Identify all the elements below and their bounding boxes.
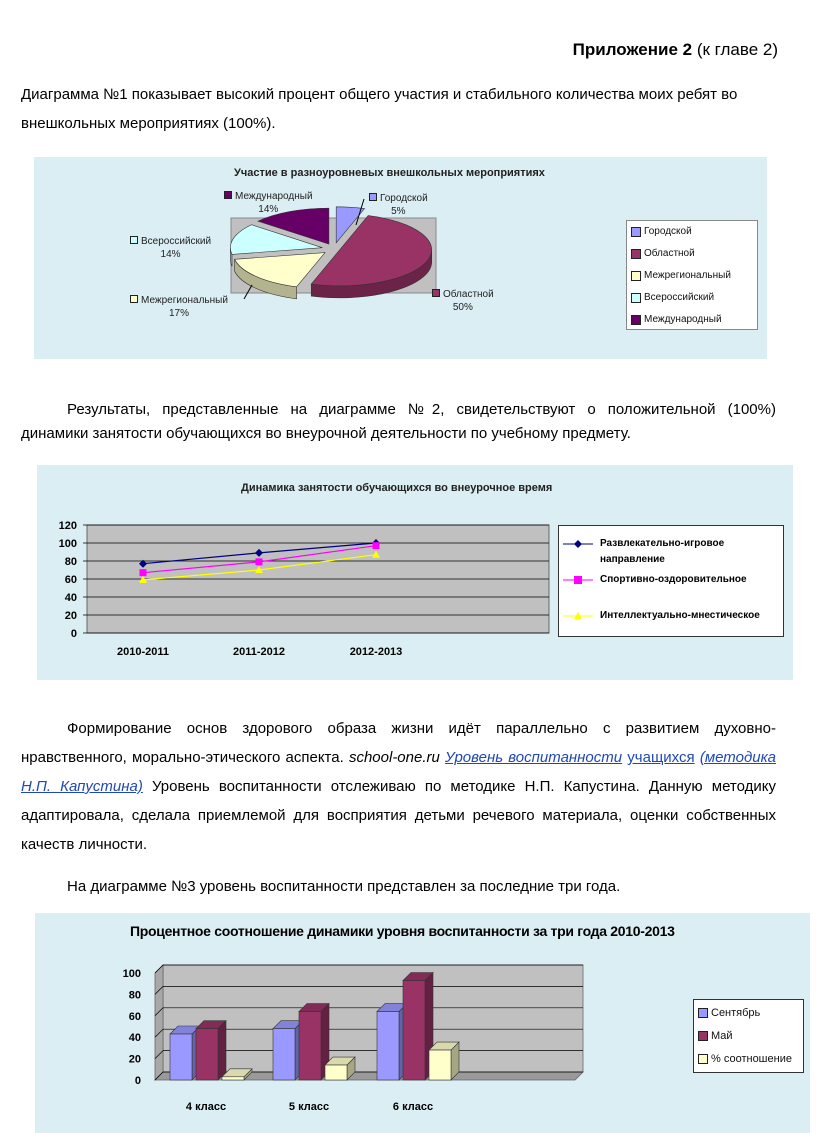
bar-side [218, 1021, 226, 1080]
appendix-title: Приложение 2 [572, 40, 693, 59]
chart-2-panel [37, 465, 793, 680]
y-tick-label: 80 [128, 989, 141, 1002]
y-tick-label: 80 [64, 556, 77, 568]
legend-swatch [631, 249, 641, 259]
appendix-header [573, 40, 778, 60]
legend-item-ratio: % соотношение [698, 1053, 792, 1065]
bar [403, 980, 425, 1080]
paragraph-3 [21, 714, 776, 859]
legend-item-3: Интеллектуально-мнестическое [600, 610, 760, 621]
link-education-level[interactable]: Уровень воспитанности [445, 749, 623, 766]
y-tick-label: 120 [58, 520, 77, 532]
legend-swatch [631, 227, 641, 237]
x-tick-label: 2012-2013 [349, 646, 403, 658]
legend-swatch [631, 271, 641, 281]
legend-item: Всероссийский [631, 292, 714, 303]
link-kapustin-method[interactable]: (методика Н.П. Капустина) [21, 749, 777, 795]
bar [429, 1050, 451, 1080]
data-point-square [256, 558, 263, 565]
legend-swatch [698, 1054, 708, 1064]
legend-swatch [631, 293, 641, 303]
x-tick-label: 4 класс [185, 1101, 227, 1113]
y-tick-label: 40 [64, 592, 77, 604]
chart-3-panel [35, 913, 810, 1133]
paragraph-4: На диаграмме №3 уровень воспитанности представлен за последние три года. [67, 878, 621, 895]
legend-square-marker [574, 576, 582, 584]
y-tick-label: 0 [70, 628, 77, 640]
legend-item: Межрегиональный [631, 270, 731, 281]
y-tick-label: 0 [134, 1075, 141, 1087]
x-tick-label: 5 класс [288, 1101, 330, 1113]
chart-2-title: Динамика занятости обучающихся во внеурочное время [241, 482, 553, 494]
bar-chart-content [123, 965, 583, 1113]
x-tick-label: 6 класс [392, 1101, 434, 1113]
legend-swatch [698, 1008, 708, 1018]
y-tick-label: 60 [64, 574, 77, 586]
bar [273, 1029, 295, 1080]
legend-item-may: Май [698, 1030, 733, 1042]
link-students[interactable]: учащихся [627, 749, 695, 766]
y-tick-label: 100 [58, 538, 77, 550]
bar [377, 1012, 399, 1080]
pie-label-city: Городской 5% [369, 192, 428, 218]
chart-1-title: Участие в разноуровневых внешкольных мероприятиях [234, 167, 545, 179]
paragraph-2: Результаты, представленные на диаграмме №2, свидетельствуют о положительной (100%) динамики занятости обучающихся во внеурочной деятельности по учебному предмету. [21, 401, 776, 442]
y-tick-label: 40 [128, 1032, 141, 1045]
appendix-subtitle: (к главе 2) [696, 40, 778, 59]
legend-item: Международный [631, 314, 722, 325]
x-tick-label: 2010-2011 [117, 646, 169, 658]
line-chart-content [59, 520, 549, 658]
legend-swatch [631, 315, 641, 325]
bar [222, 1077, 244, 1080]
paragraph-3-lead: Формирование основ здорового образа жизни идёт параллельно с развитием духовно-нравственного, морально-этического аспекта. [21, 720, 776, 766]
y-tick-label: 20 [64, 610, 77, 622]
legend-markers [563, 526, 593, 636]
pie-label-interregional: Межрегиональный 17% [130, 294, 228, 320]
chart-1-panel [34, 157, 767, 359]
y-tick-label: 60 [128, 1010, 141, 1023]
y-tick-label: 100 [122, 968, 141, 980]
legend-item-1: Развлекательно-игровое направление [600, 538, 725, 565]
data-point-square [140, 569, 147, 576]
legend-diamond-marker [574, 540, 582, 548]
legend-item-2: Спортивно-оздоровительное [600, 574, 747, 585]
pie-label-regional: Областной 50% [432, 288, 494, 314]
data-point-square [373, 542, 380, 549]
bar [299, 1012, 321, 1080]
x-tick-label: 2011-2012 [233, 646, 285, 658]
chart-1-legend [626, 220, 758, 330]
legend-swatch [698, 1031, 708, 1041]
bar [170, 1034, 192, 1080]
paragraph-1: Диаграмма №1 показывает высокий процент общего участия и стабильного количества моих ребят во внешкольных мероприятиях (100%). [21, 86, 738, 132]
bar [325, 1065, 347, 1080]
side-wall [155, 965, 163, 1080]
paragraph-3-rest: Уровень воспитанности отслеживаю по методике Н.П. Капустина. Данную методику адаптировала, сделала приемлемой для восприятия детьми речевого материала, оценки собственных качеств личности. [21, 778, 776, 853]
site-name: school-one.ru [348, 749, 440, 766]
chart-3-legend [693, 999, 804, 1073]
pie-label-international: Международный 14% [224, 190, 313, 216]
pie-label-allrussian: Всероссийский 14% [130, 235, 211, 261]
y-tick-label: 20 [128, 1053, 141, 1066]
legend-item-september: Сентябрь [698, 1007, 760, 1019]
legend-item: Городской [631, 226, 692, 237]
bar [196, 1029, 218, 1080]
legend-item: Областной [631, 248, 695, 259]
chart-3-title: Процентное соотношение динамики уровня воспитанности за три года 2010-2013 [130, 923, 675, 939]
chart-2-legend [558, 525, 784, 637]
